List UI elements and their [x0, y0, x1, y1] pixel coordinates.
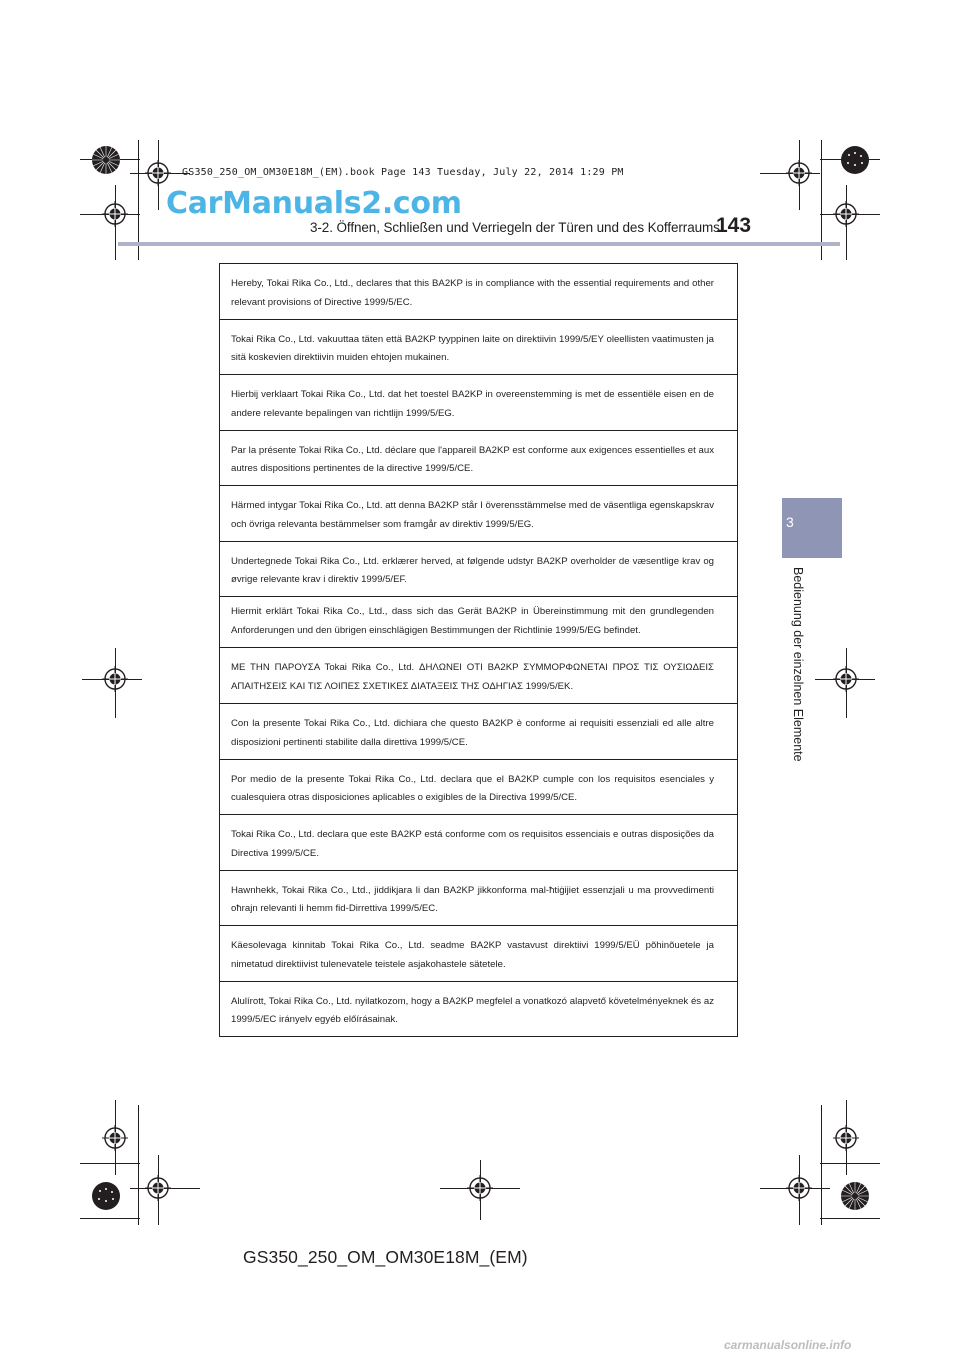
crop-line	[80, 1218, 140, 1219]
registration-target-icon	[145, 160, 171, 186]
section-title: 3-2. Öffnen, Schließen und Verriegeln der Türen und des Kofferraums	[310, 220, 720, 235]
crop-line	[821, 1105, 822, 1225]
declaration-row-german: Hiermit erklärt Tokai Rika Co., Ltd., dass sich das Gerät BA2KP in Übereinstimmung mit den grundlegenden Anforderungen und den übrigen einschlägigen Bestimmungen der Richtlinie 1999/5/EG befindet.	[220, 597, 737, 648]
crop-line	[820, 1163, 880, 1164]
declaration-row-finnish: Tokai Rika Co., Ltd. vakuuttaa täten että BA2KP tyyppinen laite on direktiivin 1999/5/EY oleellisten vaatimusten ja sitä koskevien direktiivin muiden ehtojen mukainen.	[220, 320, 737, 376]
declaration-row-greek: ΜΕ ΤΗΝ ΠΑΡΟΥΣΑ Tokai Rika Co., Ltd. ΔΗΛΩΝΕΙ ΟΤΙ BA2KP ΣΥΜΜΟΡΦΩΝΕΤΑΙ ΠΡΟΣ ΤΙΣ ΟΥΣΙΩΔΕΙΣ ΑΠΑΙΤΗΣΕΙΣ ΚΑΙ ΤΙΣ ΛΟΙΠΕΣ ΣΧΕΤΙΚΕΣ ΔΙΑΤΑΞΕΙΣ ΤΗΣ ΟΔΗΓΙΑΣ 1999/5/ΕΚ.	[220, 648, 737, 704]
starburst-target-icon	[840, 1181, 870, 1211]
registration-target-icon	[833, 666, 859, 692]
registration-target-icon	[833, 1125, 859, 1151]
crop-line	[80, 1163, 140, 1164]
declaration-table	[219, 263, 738, 1037]
chapter-number: 3	[786, 514, 794, 530]
declaration-row-french: Par la présente Tokai Rika Co., Ltd. déclare que l'appareil BA2KP est conforme aux exigences essentielles et aux autres dispositions pertinentes de la directive 1999/5/CE.	[220, 431, 737, 487]
registration-target-icon	[102, 1125, 128, 1151]
declaration-row-portuguese: Tokai Rika Co., Ltd. declara que este BA2KP está conforme com os requisitos essenciais e outras disposições da Directiva 1999/5/CE.	[220, 815, 737, 871]
page-number: 143	[716, 214, 752, 237]
declaration-row-dutch: Hierbij verklaart Tokai Rika Co., Ltd. dat het toestel BA2KP in overeenstemming is met de essentiële eisen en de andere relevante bepalingen van richtlijn 1999/5/EG.	[220, 375, 737, 431]
chapter-tab	[782, 498, 842, 558]
header-accent-bar	[118, 242, 840, 246]
registration-target-icon	[786, 160, 812, 186]
registration-target-icon	[467, 1175, 493, 1201]
declaration-row-italian: Con la presente Tokai Rika Co., Ltd. dichiara che questo BA2KP è conforme ai requisiti essenziali ed alle altre disposizioni pertinenti stabilite dalla direttiva 1999/5/CE.	[220, 704, 737, 760]
declaration-row-hungarian: Alulírott, Tokai Rika Co., Ltd. nyilatkozom, hogy a BA2KP megfelel a vonatkozó alapvető követelményeknek és az 1999/5/EC irányelv egyéb előírásainak.	[231, 995, 714, 1026]
dot-target-icon	[840, 145, 870, 175]
declaration-row-swedish: Härmed intygar Tokai Rika Co., Ltd. att denna BA2KP står I överensstämmelse med de väsentliga egenskapskrav och övriga relevanta bestämmelser som framgår av direktiv 1999/5/EG.	[220, 486, 737, 542]
registration-target-icon	[145, 1175, 171, 1201]
document-code: GS350_250_OM_OM30E18M_(EM)	[243, 1247, 528, 1267]
registration-target-icon	[102, 666, 128, 692]
book-print-info: GS350_250_OM_OM30E18M_(EM).book Page 143 Tuesday, July 22, 2014 1:29 PM	[182, 167, 624, 178]
declaration-row-english: Hereby, Tokai Rika Co., Ltd., declares that this BA2KP is in compliance with the essential requirements and other relevant provisions of Directive 1999/5/EC.	[220, 264, 737, 320]
starburst-target-icon	[91, 145, 121, 175]
crop-line	[820, 1218, 880, 1219]
chapter-label: Bedienung der einzelnen Elemente	[791, 567, 805, 762]
registration-target-icon	[833, 201, 859, 227]
registration-target-icon	[102, 201, 128, 227]
crop-line	[138, 1105, 139, 1225]
watermark-logo: CarManuals2.com	[166, 186, 462, 221]
site-watermark: carmanualsonline.info	[724, 1338, 852, 1352]
dot-target-icon	[91, 1181, 121, 1211]
declaration-row-estonian: Käesolevaga kinnitab Tokai Rika Co., Ltd. seadme BA2KP vastavust direktiivi 1999/5/EÜ põhinõuetele ja nimetatud direktiivist tulenevatele teistele asjakohastele sätetele.	[220, 926, 737, 982]
registration-target-icon	[786, 1175, 812, 1201]
declaration-row-maltese: Hawnhekk, Tokai Rika Co., Ltd., jiddikjara li dan BA2KP jikkonforma mal-ħtiġijiet essenzjali u ma provvedimenti oħrajn relevanti li hemm fid-Dirrettiva 1999/5/EC.	[220, 871, 737, 927]
declaration-row-spanish: Por medio de la presente Tokai Rika Co., Ltd. declara que el BA2KP cumple con los requisitos esenciales y cualesquiera otras disposiciones aplicables o exigibles de la Directiva 1999/5/CE.	[220, 760, 737, 816]
declaration-row-danish: Undertegnede Tokai Rika Co., Ltd. erklærer herved, at følgende udstyr BA2KP overholder de væsentlige krav og øvrige relevante krav i direktiv 1999/5/EF.	[220, 542, 737, 598]
